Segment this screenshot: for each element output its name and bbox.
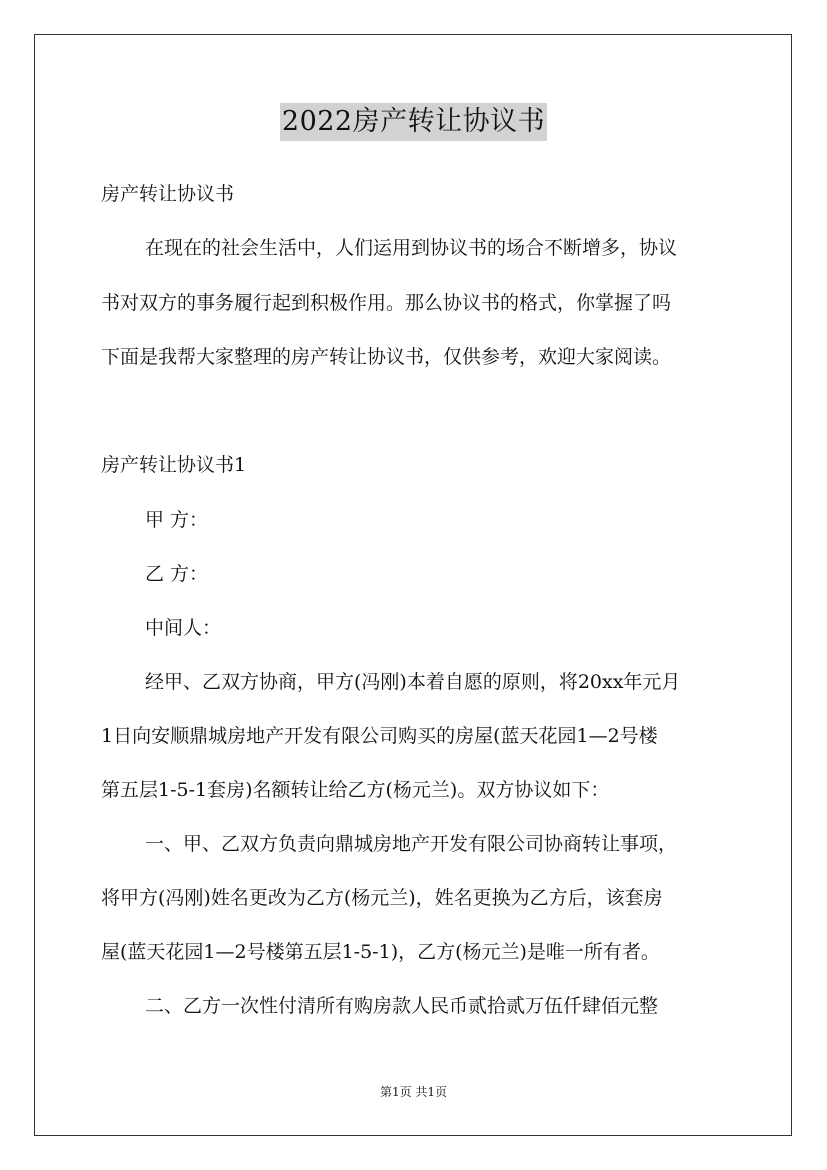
clause-1-line-2: 将甲方(冯刚)姓名更改为乙方(杨元兰)，姓名更换为乙方后，该套房 xyxy=(101,887,663,909)
paragraph-1-line-3: 第五层1-5-1套房)名额转让给乙方(杨元兰)。双方协议如下： xyxy=(101,779,610,801)
section-heading: 房产转让协议书1 xyxy=(101,454,247,476)
intro-line-2: 书对双方的事务履行起到积极作用。那么协议书的格式，你掌握了吗 xyxy=(101,292,672,314)
title-container xyxy=(0,103,827,141)
intermediary-label: 中间人： xyxy=(145,617,222,639)
clause-1-line-1: 一、甲、乙双方负责向鼎城房地产开发有限公司协商转让事项， xyxy=(145,833,678,855)
page-footer: 第1页 共1页 xyxy=(379,1085,448,1099)
document-title: 2022房产转让协议书 xyxy=(280,103,547,141)
clause-1-line-3: 屋(蓝天花园1—2号楼第五层1-5-1)，乙方(杨元兰)是唯一所有者。 xyxy=(101,941,660,963)
clause-2-line-1: 二、乙方一次性付清所有购房款人民币贰拾贰万伍仟肆佰元整 xyxy=(145,995,659,1017)
intro-line-3: 下面是我帮大家整理的房产转让协议书，仅供参考，欢迎大家阅读。 xyxy=(101,346,672,368)
paragraph-1-line-2: 1日向安顺鼎城房地产开发有限公司购买的房屋(蓝天花园1—2号楼 xyxy=(101,725,658,747)
document-subtitle: 房产转让协议书 xyxy=(101,183,235,205)
intro-line-1: 在现在的社会生活中，人们运用到协议书的场合不断增多，协议 xyxy=(145,237,678,259)
party-b-label: 乙 方： xyxy=(145,563,209,585)
paragraph-1-line-1: 经甲、乙双方协商，甲方(冯刚)本着自愿的原则，将20xx年元月 xyxy=(145,671,681,693)
party-a-label: 甲 方： xyxy=(145,509,209,531)
